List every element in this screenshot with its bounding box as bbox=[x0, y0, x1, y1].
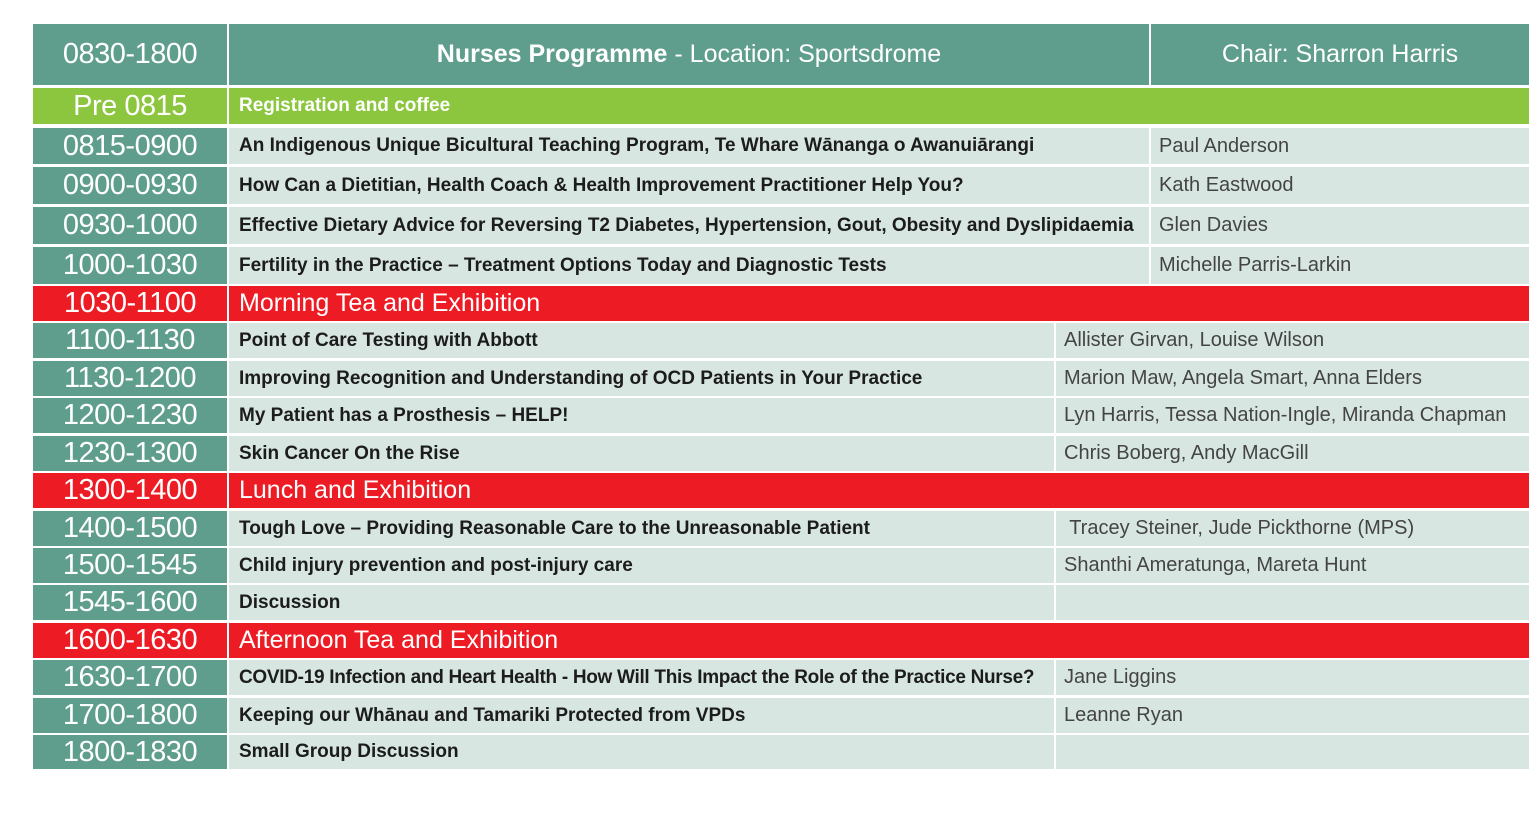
session-row bbox=[33, 167, 1529, 204]
session-time: 0930-1000 bbox=[33, 207, 227, 244]
session-time: 1000-1030 bbox=[33, 247, 227, 284]
session-title: Small Group Discussion bbox=[229, 735, 1054, 769]
session-title: How Can a Dietitian, Health Coach & Health Improvement Practitioner Help You? bbox=[229, 167, 1149, 204]
session-time: 1230-1300 bbox=[33, 436, 227, 471]
session-speaker: Allister Girvan, Louise Wilson bbox=[1056, 323, 1529, 358]
break-time: 1600-1630 bbox=[33, 623, 227, 658]
session-row bbox=[33, 128, 1529, 164]
session-time: 0900-0930 bbox=[33, 167, 227, 204]
programme-location: - Location: Sportsdrome bbox=[667, 40, 942, 68]
session-title: Child injury prevention and post-injury care bbox=[229, 548, 1054, 583]
break-row bbox=[33, 623, 1529, 658]
break-label: Morning Tea and Exhibition bbox=[229, 286, 1529, 321]
session-speaker: Lyn Harris, Tessa Nation-Ingle, Miranda Chapman bbox=[1056, 398, 1529, 433]
session-title: Skin Cancer On the Rise bbox=[229, 436, 1054, 471]
session-time: 1100-1130 bbox=[33, 323, 227, 358]
registration-label: Registration and coffee bbox=[229, 88, 1529, 124]
session-title: Improving Recognition and Understanding of OCD Patients in Your Practice bbox=[229, 361, 1054, 396]
session-row bbox=[33, 398, 1529, 433]
chair-name: Chair: Sharron Harris bbox=[1151, 24, 1529, 85]
break-label: Afternoon Tea and Exhibition bbox=[229, 623, 1529, 658]
header-time: 0830-1800 bbox=[33, 24, 227, 85]
session-row bbox=[33, 247, 1529, 284]
session-title: Point of Care Testing with Abbott bbox=[229, 323, 1054, 358]
session-speaker: Shanthi Ameratunga, Mareta Hunt bbox=[1056, 548, 1529, 583]
session-time: 1630-1700 bbox=[33, 660, 227, 695]
session-title: Discussion bbox=[229, 585, 1054, 620]
session-title: Fertility in the Practice – Treatment Options Today and Diagnostic Tests bbox=[229, 247, 1149, 284]
session-speaker: Leanne Ryan bbox=[1056, 698, 1529, 733]
session-speaker: Michelle Parris-Larkin bbox=[1151, 247, 1529, 284]
session-time: 0815-0900 bbox=[33, 128, 227, 164]
session-row bbox=[33, 660, 1529, 695]
session-title: My Patient has a Prosthesis – HELP! bbox=[229, 398, 1054, 433]
session-speaker: Jane Liggins bbox=[1056, 660, 1529, 695]
session-speaker: Chris Boberg, Andy MacGill bbox=[1056, 436, 1529, 471]
session-speaker bbox=[1056, 735, 1529, 769]
session-row bbox=[33, 585, 1529, 620]
session-row bbox=[33, 207, 1529, 244]
session-title: An Indigenous Unique Bicultural Teaching Program, Te Whare Wānanga o Awanuiārangi bbox=[229, 128, 1149, 164]
break-time: 1300-1400 bbox=[33, 473, 227, 508]
session-row bbox=[33, 436, 1529, 471]
session-row bbox=[33, 548, 1529, 583]
session-time: 1700-1800 bbox=[33, 698, 227, 733]
programme-title bbox=[229, 24, 1149, 85]
break-row bbox=[33, 473, 1529, 508]
break-label: Lunch and Exhibition bbox=[229, 473, 1529, 508]
registration-row bbox=[33, 88, 1529, 124]
session-row bbox=[33, 735, 1529, 769]
session-time: 1800-1830 bbox=[33, 735, 227, 769]
session-title: Tough Love – Providing Reasonable Care to the Unreasonable Patient bbox=[229, 511, 1054, 546]
session-speaker: Paul Anderson bbox=[1151, 128, 1529, 164]
session-title: Keeping our Whānau and Tamariki Protected from VPDs bbox=[229, 698, 1054, 733]
session-speaker: Tracey Steiner, Jude Pickthorne (MPS) bbox=[1056, 511, 1529, 546]
header-row bbox=[33, 24, 1529, 85]
session-speaker bbox=[1056, 585, 1529, 620]
session-time: 1500-1545 bbox=[33, 548, 227, 583]
session-speaker: Glen Davies bbox=[1151, 207, 1529, 244]
session-row bbox=[33, 361, 1529, 396]
session-speaker: Kath Eastwood bbox=[1151, 167, 1529, 204]
session-row bbox=[33, 511, 1529, 546]
session-time: 1400-1500 bbox=[33, 511, 227, 546]
session-title: Effective Dietary Advice for Reversing T2 Diabetes, Hypertension, Gout, Obesity and Dyslipidaemia bbox=[229, 207, 1149, 244]
break-row bbox=[33, 286, 1529, 321]
programme-title-bold: Nurses Programme bbox=[436, 40, 668, 68]
registration-time: Pre 0815 bbox=[33, 88, 227, 124]
break-time: 1030-1100 bbox=[33, 286, 227, 321]
session-row bbox=[33, 698, 1529, 733]
session-title: COVID-19 Infection and Heart Health - How Will This Impact the Role of the Practice Nurse? bbox=[229, 660, 1054, 695]
session-time: 1130-1200 bbox=[33, 361, 227, 396]
session-time: 1545-1600 bbox=[33, 585, 227, 620]
session-speaker: Marion Maw, Angela Smart, Anna Elders bbox=[1056, 361, 1529, 396]
session-time: 1200-1230 bbox=[33, 398, 227, 433]
session-row bbox=[33, 323, 1529, 358]
